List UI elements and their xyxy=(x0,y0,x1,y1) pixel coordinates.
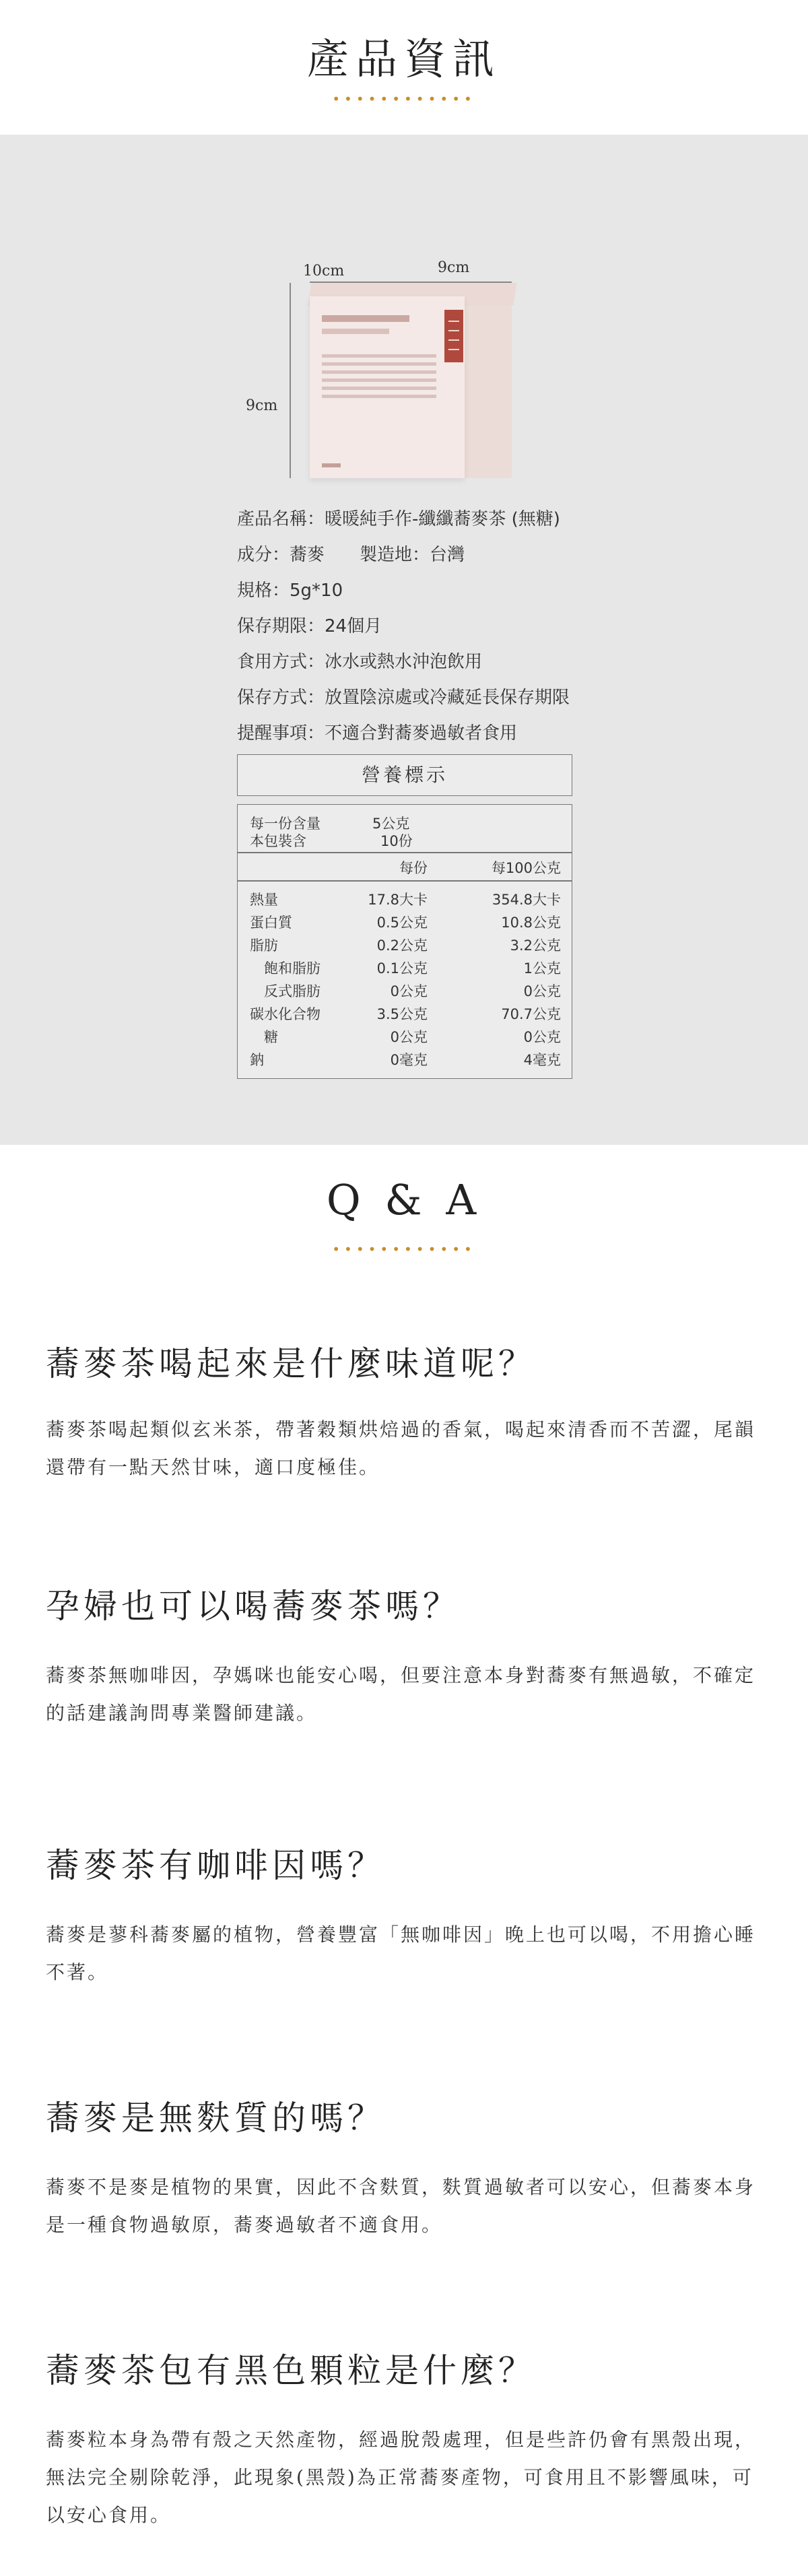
answer-text: 蕎麥茶喝起類似玄米茶，帶著穀類烘焙過的香氣，喝起來清香而不苦澀，尾韻還帶有一點天然甘味，適口度極佳。 xyxy=(46,1418,756,1478)
box-text-line xyxy=(322,370,436,374)
serving-size-value: 5公克 xyxy=(372,816,410,832)
box-text-line xyxy=(322,354,436,358)
dimension-depth-label: 10cm xyxy=(303,263,345,279)
info-ingredients-origin: 成分：蕎麥 製造地：台灣 xyxy=(237,545,465,565)
page-title: 產品資訊 xyxy=(306,34,501,84)
question-heading: 蕎麥茶喝起來是什麼味道呢？ xyxy=(46,1344,536,1383)
nutrition-table xyxy=(237,804,572,1079)
qa-title: Q & A xyxy=(326,1175,482,1224)
table-row: 蛋白質 0.5公克 10.8公克 xyxy=(250,915,561,931)
info-shelf-life: 保存期限：24個月 xyxy=(237,616,382,636)
question-heading: 蕎麥茶包有黑色顆粒是什麼？ xyxy=(46,2351,536,2390)
answer-text: 蕎麥是蓼科蕎麥屬的植物，營養豐富「無咖啡因」晚上也可以喝，不用擔心睡不著。 xyxy=(46,1923,756,1983)
answer-text: 蕎麥粒本身為帶有殼之天然產物，經過脫殼處理，但是些許仍會有黑殼出現，無法完全剔除乾淨，此現象(黑殼)為正常蕎麥產物，可食用且不影響風味，可以安心食用。 xyxy=(46,2429,756,2526)
table-row: 碳水化合物 3.5公克 70.7公克 xyxy=(250,1006,561,1022)
box-label-line xyxy=(322,315,409,322)
table-divider xyxy=(238,880,572,882)
info-spec: 規格：5g*10 xyxy=(237,581,343,601)
servings-per-package-label: 本包裝含 xyxy=(250,833,306,849)
table-divider xyxy=(238,852,572,853)
info-reminder: 提醒事項：不適合對蕎麥過敏者食用 xyxy=(237,723,518,744)
qa-dots-divider: •••••••••••• xyxy=(332,1241,476,1257)
answer-text: 蕎麥茶無咖啡因，孕媽咪也能安心喝，但要注意本身對蕎麥有無過敏，不確定的話建議詢問專業醫師建議。 xyxy=(46,1664,756,1724)
box-red-tag xyxy=(444,310,463,362)
serving-size-label: 每一份含量 xyxy=(250,816,321,832)
info-usage: 食用方式：冰水或熱水沖泡飲用 xyxy=(237,652,483,672)
col-header-per-100g: 每100公克 xyxy=(491,860,561,876)
box-side-face xyxy=(465,290,512,478)
question-heading: 孕婦也可以喝蕎麥茶嗎？ xyxy=(46,1587,461,1626)
product-info-list xyxy=(237,502,708,752)
box-text-line xyxy=(322,362,436,366)
question-heading: 蕎麥茶有咖啡因嗎？ xyxy=(46,1846,385,1885)
nutrition-title: 營養標示 xyxy=(237,754,572,796)
dimension-line-vertical xyxy=(290,283,291,478)
question-heading: 蕎麥是無麩質的嗎？ xyxy=(46,2099,385,2138)
info-product-name: 產品名稱：暖暖純手作-纖纖蕎麥茶 (無糖) xyxy=(237,509,560,529)
product-box-illustration xyxy=(242,195,525,478)
table-row: 脂肪 0.2公克 3.2公克 xyxy=(250,937,561,954)
box-label-line xyxy=(322,329,389,334)
product-info-panel xyxy=(0,135,808,1145)
col-header-per-serving: 每份 xyxy=(399,860,428,876)
table-row: 鈉 0毫克 4毫克 xyxy=(250,1052,561,1068)
dimension-height-label: 9cm xyxy=(246,397,278,414)
header xyxy=(0,0,808,135)
table-row: 糖 0公克 0公克 xyxy=(250,1029,561,1045)
box-footer-mark xyxy=(322,463,341,467)
table-row: 熱量 17.8大卡 354.8大卡 xyxy=(250,892,561,908)
table-row: 飽和脂肪 0.1公克 1公克 xyxy=(250,960,561,977)
box-text-line xyxy=(322,387,436,390)
header-dots-divider: •••••••••••• xyxy=(332,91,476,107)
dimension-width-label: 9cm xyxy=(438,259,470,276)
answer-text: 蕎麥不是麥是植物的果實，因此不含麩質，麩質過敏者可以安心，但蕎麥本身是一種食物過敏原，蕎麥過敏者不適食用。 xyxy=(46,2176,756,2236)
box-text-line xyxy=(322,395,436,398)
info-storage: 保存方式：放置陰涼處或冷藏延長保存期限 xyxy=(237,688,570,708)
servings-per-package-value: 10份 xyxy=(380,833,413,849)
table-row: 反式脂肪 0公克 0公克 xyxy=(250,983,561,999)
box-text-line xyxy=(322,378,436,382)
